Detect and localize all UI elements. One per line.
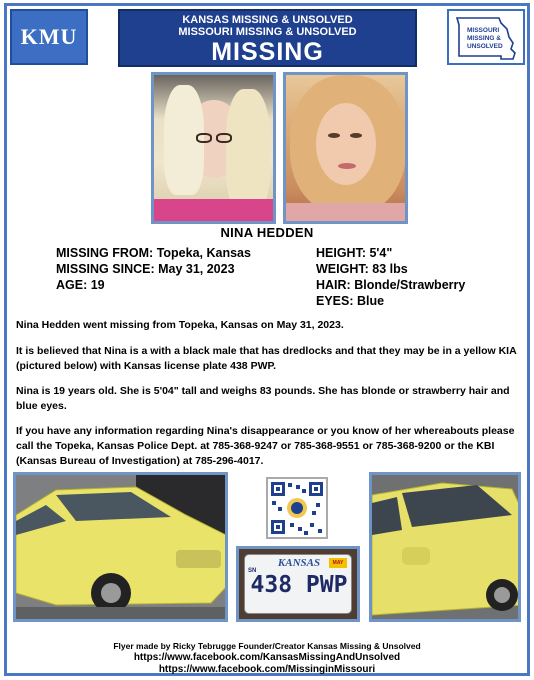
banner-title: MISSING: [211, 38, 324, 66]
plate-number: 438 PWP: [250, 572, 348, 598]
plate-county-tag: SN: [248, 568, 257, 574]
qr-code-icon: [268, 479, 326, 537]
vehicle-photo-side: [369, 472, 521, 622]
banner-line-kansas: KANSAS MISSING & UNSOLVED: [182, 14, 353, 26]
person-name: NINA HEDDEN: [220, 225, 314, 240]
banner-line-missouri: MISSOURI MISSING & UNSOLVED: [178, 26, 357, 38]
fact-missing-since: MISSING SINCE: May 31, 2023: [56, 262, 235, 276]
fact-missing-from: MISSING FROM: Topeka, Kansas: [56, 246, 251, 260]
fact-age: AGE: 19: [56, 278, 105, 292]
missouri-logo-line-2: MISSING &: [467, 35, 501, 42]
yellow-car-front-image: [16, 475, 228, 622]
footer-link-missouri[interactable]: https://www.facebook.com/MissinginMissouri: [158, 664, 376, 675]
fact-height: HEIGHT: 5'4": [316, 246, 393, 260]
left-facts: [56, 245, 251, 293]
flyer-footer: [0, 641, 534, 676]
paragraph-contact: If you have any information regarding Nina's disappearance or you know of her whereabouts please call the Topeka, Kansas Police Dept. at 785-368-9247 or 785-368-9551 or 785-368-9200 or the KBI (Kansas Bureau of Investigation) at 785-296-4017.: [16, 425, 515, 467]
missing-person-photo-1: [151, 72, 276, 224]
fact-hair: HAIR: Blonde/Strawberry: [316, 278, 466, 292]
missouri-logo: [447, 9, 525, 65]
paragraph-vehicle: It is believed that Nina is a with a black male that has dredlocks and that they may be in a yellow KIA (pictured below) with Kansas license plate 438 PWP.: [16, 345, 517, 372]
missouri-logo-line-3: UNSOLVED: [467, 43, 503, 50]
missing-banner: [118, 9, 417, 67]
paragraph-summary: Nina Hedden went missing from Topeka, Kansas on May 31, 2023.: [16, 319, 344, 331]
footer-link-kansas[interactable]: https://www.facebook.com/KansasMissingAndUnsolved: [133, 652, 401, 663]
missing-person-photo-2: [283, 72, 408, 224]
yellow-car-side-image: [372, 475, 521, 622]
vehicle-photo-front: [13, 472, 228, 622]
right-facts: [316, 245, 465, 309]
kmu-logo-text: KMU: [20, 24, 78, 49]
kmu-logo: [10, 9, 88, 65]
plate-state: KANSAS: [277, 557, 321, 569]
paragraph-description: Nina is 19 years old. She is 5'04" tall and weighs 83 pounds. She has blonde or strawberry hair and blue eyes.: [16, 385, 510, 412]
qr-code: [266, 477, 328, 539]
fact-weight: WEIGHT: 83 lbs: [316, 262, 408, 276]
fact-eyes: EYES: Blue: [316, 294, 385, 308]
license-plate: [244, 554, 352, 614]
missouri-logo-line-1: MISSOURI: [467, 27, 500, 34]
missouri-logo-text: [467, 27, 503, 51]
footer-credit: Flyer made by Ricky Tebrugge Founder/Creator Kansas Missing & Unsolved: [113, 641, 421, 651]
license-plate-photo: [236, 546, 360, 622]
plate-sticker: MAY: [329, 558, 347, 568]
